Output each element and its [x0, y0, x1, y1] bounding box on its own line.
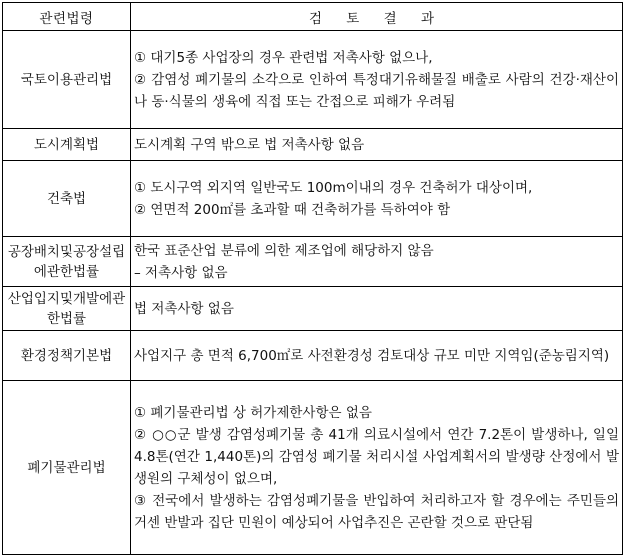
result-line: ② ○○군 발생 감염성폐기물 총 41개 의료시설에서 연간 7.2톤이 발생하나, 일일 4.8톤(연간 1,440톤)의 감염성 폐기물 처리시설 사업계획서의 발생량 산정에서 발생원의 구체성이 없으며, — [134, 426, 619, 487]
review-result — [131, 129, 623, 161]
result-line: 도시계획 구역 밖으로 법 저촉사항 없음 — [134, 136, 365, 153]
review-result — [131, 287, 623, 331]
result-line: ② 감염성 폐기물의 소각으로 인하여 특정대기유해물질 배출로 사람의 건강·재산이나 동·식물의 생육에 직접 또는 간접으로 피해가 우려됨 — [134, 71, 619, 110]
law-name: 도시계획법 — [3, 129, 131, 161]
table-row — [3, 381, 623, 555]
law-name: 환경정책기본법 — [3, 331, 131, 381]
law-review-table — [2, 2, 623, 555]
result-line: – 저촉사항 없음 — [134, 264, 228, 281]
table-row — [3, 287, 623, 331]
table-row — [3, 31, 623, 129]
table-row — [3, 331, 623, 381]
result-line: ① 폐기물관리법 상 허가제한사항은 없음 — [134, 404, 372, 421]
table-row — [3, 161, 623, 237]
review-result — [131, 381, 623, 555]
review-result — [131, 331, 623, 381]
law-column-header: 관련법령 — [3, 3, 131, 31]
table-row — [3, 237, 623, 287]
law-name: 국토이용관리법 — [3, 31, 131, 129]
review-result — [131, 31, 623, 129]
result-line: ① 도시구역 외지역 일반국도 100m이내의 경우 건축허가 대상이며, — [134, 179, 533, 196]
law-name: 공장배치및공장설립에관한법률 — [3, 237, 131, 287]
result-column-header: 검 토 결 과 — [131, 3, 623, 31]
result-line: ② 연면적 200㎡를 초과할 때 건축허가를 득하여야 함 — [134, 201, 451, 218]
table-row — [3, 129, 623, 161]
review-result — [131, 161, 623, 237]
result-line: 한국 표준산업 분류에 의한 제조업에 해당하지 않음 — [134, 242, 434, 259]
law-name: 건축법 — [3, 161, 131, 237]
header-row — [3, 3, 623, 31]
result-line: 사업지구 총 면적 6,700㎡로 사전환경성 검토대상 규모 미만 지역임(준농림지역) — [134, 347, 610, 364]
result-line: 법 저촉사항 없음 — [134, 300, 234, 317]
result-line: ③ 전국에서 발생하는 감염성폐기물을 반입하여 처리하고자 할 경우에는 주민들의 거센 반발과 집단 민원이 예상되어 사업추진은 곤란할 것으로 판단됨 — [134, 492, 619, 531]
review-result — [131, 237, 623, 287]
law-name: 폐기물관리법 — [3, 381, 131, 555]
result-line: ① 대기5종 사업장의 경우 관련법 저촉사항 없으나, — [134, 49, 433, 66]
law-name: 산업입지및개발에관한법률 — [3, 287, 131, 331]
